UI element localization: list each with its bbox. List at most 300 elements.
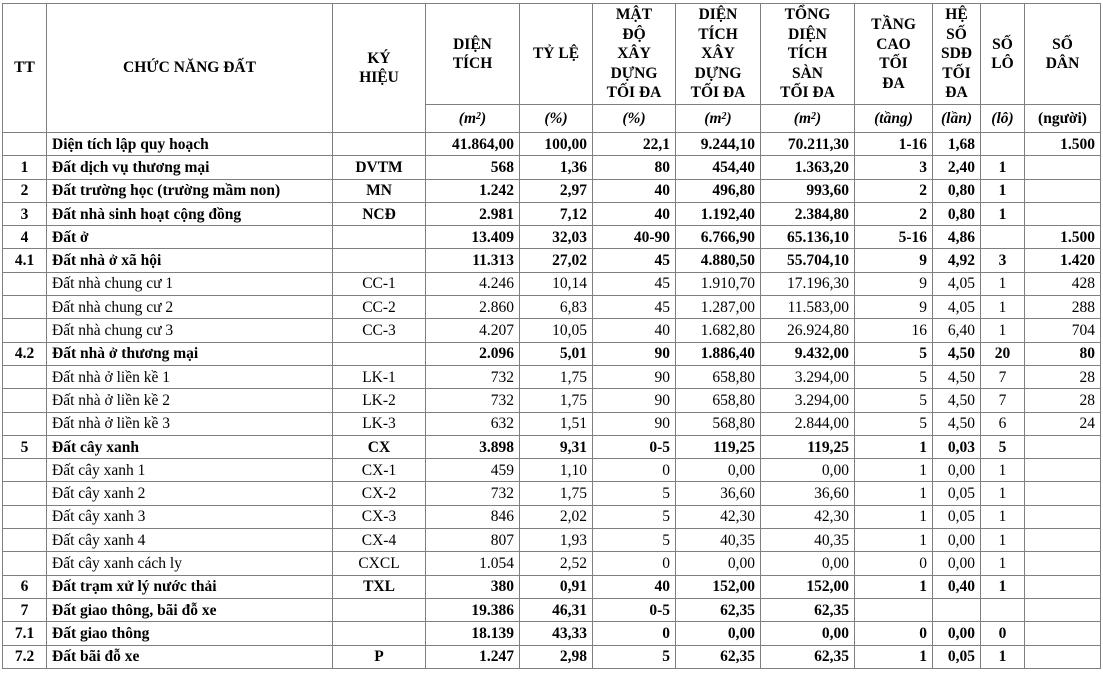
table-row xyxy=(3,645,1101,668)
cell-lots xyxy=(981,598,1025,621)
col-header-tt: TT xyxy=(3,4,47,133)
cell-density: 90 xyxy=(593,342,676,365)
cell-population xyxy=(1025,482,1101,505)
cell-name: Diện tích lập quy hoạch xyxy=(47,133,333,156)
tdts-line: DIỆN xyxy=(788,25,827,43)
col-header-name: CHỨC NĂNG ĐẤT xyxy=(47,4,333,133)
table-row xyxy=(3,412,1101,435)
cell-floors: 5 xyxy=(855,365,933,388)
cell-lots: 1 xyxy=(981,552,1025,575)
cell-floor-area: 70.211,30 xyxy=(761,133,855,156)
cell-floors: 3 xyxy=(855,156,933,179)
cell-name: Đất nhà ở xã hội xyxy=(47,249,333,272)
cell-area: 13.409 xyxy=(426,226,520,249)
unit-text: ) xyxy=(481,110,487,127)
cell-build-area: 62,35 xyxy=(676,645,761,668)
cell-far: 1,68 xyxy=(933,133,981,156)
cell-lots: 7 xyxy=(981,389,1025,412)
cell-far: 6,40 xyxy=(933,319,981,342)
cell-build-area: 36,60 xyxy=(676,482,761,505)
cell-area: 4.246 xyxy=(426,272,520,295)
cell-density: 5 xyxy=(593,482,676,505)
cell-floors: 9 xyxy=(855,296,933,319)
cell-floor-area: 3.294,00 xyxy=(761,365,855,388)
cell-lots: 1 xyxy=(981,272,1025,295)
table-row xyxy=(3,226,1101,249)
hs-line: SDĐ xyxy=(940,45,972,63)
cell-density: 0 xyxy=(593,552,676,575)
cell-ratio: 2,52 xyxy=(520,552,593,575)
cell-floors: 9 xyxy=(855,272,933,295)
table-row xyxy=(3,622,1101,645)
md-line: TỐI ĐA xyxy=(606,84,662,102)
table-row xyxy=(3,133,1101,156)
cell-floor-area: 62,35 xyxy=(761,645,855,668)
cell-ratio: 1,10 xyxy=(520,459,593,482)
cell-tt xyxy=(3,482,47,505)
cell-ratio: 10,05 xyxy=(520,319,593,342)
cell-density: 22,1 xyxy=(593,133,676,156)
cell-code: LK-1 xyxy=(333,365,426,388)
cell-area: 41.864,00 xyxy=(426,133,520,156)
hs-line: TỐI xyxy=(942,64,971,82)
cell-population xyxy=(1025,598,1101,621)
dtxd-line: XÂY xyxy=(701,45,735,63)
cell-build-area: 42,30 xyxy=(676,505,761,528)
cell-code xyxy=(333,622,426,645)
cell-build-area: 4.880,50 xyxy=(676,249,761,272)
lo-line: SỐ xyxy=(992,35,1013,53)
cell-lots: 6 xyxy=(981,412,1025,435)
cell-far: 4,05 xyxy=(933,296,981,319)
cell-density: 90 xyxy=(593,365,676,388)
unit-tdts xyxy=(761,105,855,133)
cell-lots: 20 xyxy=(981,342,1025,365)
cell-ratio: 1,51 xyxy=(520,412,593,435)
cell-area: 846 xyxy=(426,505,520,528)
cell-floors: 1 xyxy=(855,505,933,528)
tdts-line: TÍCH xyxy=(787,45,828,63)
table-row xyxy=(3,249,1101,272)
dtxd-line: TÍCH xyxy=(698,25,738,43)
cell-floor-area: 9.432,00 xyxy=(761,342,855,365)
table-row xyxy=(3,319,1101,342)
cell-code: CXCL xyxy=(333,552,426,575)
cell-build-area: 119,25 xyxy=(676,435,761,458)
unit-tang: (tầng) xyxy=(855,105,933,133)
cell-floor-area: 42,30 xyxy=(761,505,855,528)
cell-far: 4,50 xyxy=(933,342,981,365)
cell-density: 0 xyxy=(593,459,676,482)
cell-tt: 5 xyxy=(3,435,47,458)
cell-population xyxy=(1025,552,1101,575)
cell-floors: 5-16 xyxy=(855,226,933,249)
cell-code xyxy=(333,342,426,365)
cell-tt: 4.2 xyxy=(3,342,47,365)
unit-dtxd xyxy=(676,105,761,133)
cell-population: 24 xyxy=(1025,412,1101,435)
cell-far: 0,40 xyxy=(933,575,981,598)
table-row xyxy=(3,435,1101,458)
cell-lots: 1 xyxy=(981,575,1025,598)
table-row xyxy=(3,365,1101,388)
cell-floors: 5 xyxy=(855,342,933,365)
cell-density: 90 xyxy=(593,412,676,435)
cell-build-area: 40,35 xyxy=(676,529,761,552)
cell-build-area: 1.192,40 xyxy=(676,202,761,225)
cell-code xyxy=(333,249,426,272)
table-row xyxy=(3,342,1101,365)
table-row xyxy=(3,179,1101,202)
cell-name: Đất giao thông xyxy=(47,622,333,645)
cell-code: NCĐ xyxy=(333,202,426,225)
cell-floors: 9 xyxy=(855,249,933,272)
cell-lots: 7 xyxy=(981,365,1025,388)
cell-name: Đất nhà chung cư 3 xyxy=(47,319,333,342)
dan-line: DÂN xyxy=(1045,55,1080,72)
cell-density: 40 xyxy=(593,179,676,202)
cell-tt: 7 xyxy=(3,598,47,621)
cell-floors: 0 xyxy=(855,622,933,645)
cell-far: 0,00 xyxy=(933,459,981,482)
cell-build-area: 658,80 xyxy=(676,365,761,388)
cell-name: Đất nhà ở liền kề 1 xyxy=(47,365,333,388)
table-row xyxy=(3,389,1101,412)
dtxd-line: DIỆN xyxy=(698,6,738,24)
unit-text: ) xyxy=(816,110,822,127)
unit-hs: (lần) xyxy=(933,105,981,133)
col-header-lo xyxy=(981,4,1025,105)
cell-lots: 1 xyxy=(981,156,1025,179)
cell-floor-area: 2.384,80 xyxy=(761,202,855,225)
cell-population: 1.500 xyxy=(1025,226,1101,249)
cell-build-area: 496,80 xyxy=(676,179,761,202)
cell-name: Đất nhà chung cư 1 xyxy=(47,272,333,295)
cell-build-area: 1.910,70 xyxy=(676,272,761,295)
cell-ratio: 43,33 xyxy=(520,622,593,645)
cell-density: 45 xyxy=(593,272,676,295)
cell-lots xyxy=(981,226,1025,249)
cell-population: 428 xyxy=(1025,272,1101,295)
unit-lo: (lô) xyxy=(981,105,1025,133)
cell-name: Đất cây xanh xyxy=(47,435,333,458)
cell-lots: 1 xyxy=(981,482,1025,505)
cell-far: 2,40 xyxy=(933,156,981,179)
cell-code: CC-2 xyxy=(333,296,426,319)
cell-area: 732 xyxy=(426,389,520,412)
cell-area: 1.054 xyxy=(426,552,520,575)
cell-area: 11.313 xyxy=(426,249,520,272)
cell-name: Đất cây xanh 4 xyxy=(47,529,333,552)
cell-ratio: 1,93 xyxy=(520,529,593,552)
col-header-dtxd xyxy=(676,4,761,105)
cell-code: LK-2 xyxy=(333,389,426,412)
table-row xyxy=(3,598,1101,621)
cell-tt: 7.2 xyxy=(3,645,47,668)
cell-area: 2.981 xyxy=(426,202,520,225)
table-row xyxy=(3,156,1101,179)
cell-code xyxy=(333,226,426,249)
cell-tt: 4.1 xyxy=(3,249,47,272)
cell-area: 732 xyxy=(426,365,520,388)
cell-density: 5 xyxy=(593,505,676,528)
cell-floor-area: 0,00 xyxy=(761,552,855,575)
cell-tt xyxy=(3,529,47,552)
cell-area: 1.242 xyxy=(426,179,520,202)
cell-floor-area: 0,00 xyxy=(761,459,855,482)
cell-name: Đất trường học (trường mầm non) xyxy=(47,179,333,202)
cell-name: Đất nhà chung cư 2 xyxy=(47,296,333,319)
cell-lots: 1 xyxy=(981,296,1025,319)
cell-floors: 2 xyxy=(855,179,933,202)
cell-tt: 3 xyxy=(3,202,47,225)
cell-floors xyxy=(855,598,933,621)
cell-area: 4.207 xyxy=(426,319,520,342)
table-row xyxy=(3,575,1101,598)
cell-code xyxy=(333,133,426,156)
unit-text: (m xyxy=(704,110,722,127)
col-header-hs xyxy=(933,4,981,105)
cell-ratio: 2,98 xyxy=(520,645,593,668)
table-row xyxy=(3,505,1101,528)
cell-code: CX-1 xyxy=(333,459,426,482)
cell-floors: 0 xyxy=(855,552,933,575)
cell-floor-area: 2.844,00 xyxy=(761,412,855,435)
hs-line: SỐ xyxy=(946,25,967,43)
cell-code: CX-4 xyxy=(333,529,426,552)
cell-name: Đất bãi đỗ xe xyxy=(47,645,333,668)
cell-name: Đất cây xanh cách ly xyxy=(47,552,333,575)
cell-lots xyxy=(981,133,1025,156)
md-line: ĐỘ xyxy=(622,25,646,43)
cell-density: 90 xyxy=(593,389,676,412)
cell-build-area: 152,00 xyxy=(676,575,761,598)
md-line: MẬT xyxy=(615,6,653,24)
cell-build-area: 62,35 xyxy=(676,598,761,621)
cell-far: 4,50 xyxy=(933,389,981,412)
cell-far: 4,92 xyxy=(933,249,981,272)
cell-far: 0,05 xyxy=(933,505,981,528)
cell-population xyxy=(1025,505,1101,528)
cell-population xyxy=(1025,202,1101,225)
kh-line: KÝ xyxy=(367,49,391,67)
cell-build-area: 1.682,80 xyxy=(676,319,761,342)
cell-floors: 1 xyxy=(855,482,933,505)
cell-density: 40-90 xyxy=(593,226,676,249)
kh-line: HIỆU xyxy=(359,69,399,86)
cell-code: DVTM xyxy=(333,156,426,179)
cell-tt xyxy=(3,505,47,528)
cell-ratio: 6,83 xyxy=(520,296,593,319)
cell-tt xyxy=(3,133,47,156)
cell-far: 0,80 xyxy=(933,202,981,225)
table-row xyxy=(3,552,1101,575)
cell-floors: 5 xyxy=(855,412,933,435)
cell-density: 40 xyxy=(593,319,676,342)
dt-line: DIỆN xyxy=(453,35,492,53)
cell-population: 704 xyxy=(1025,319,1101,342)
cell-floor-area: 1.363,20 xyxy=(761,156,855,179)
col-header-tdts xyxy=(761,4,855,105)
cell-floor-area: 55.704,10 xyxy=(761,249,855,272)
cell-floors: 1 xyxy=(855,575,933,598)
cell-density: 40 xyxy=(593,575,676,598)
cell-floor-area: 26.924,80 xyxy=(761,319,855,342)
cell-density: 80 xyxy=(593,156,676,179)
cell-code: CX xyxy=(333,435,426,458)
cell-area: 19.386 xyxy=(426,598,520,621)
cell-name: Đất nhà ở thương mại xyxy=(47,342,333,365)
cell-ratio: 7,12 xyxy=(520,202,593,225)
cell-ratio: 5,01 xyxy=(520,342,593,365)
hs-line: ĐA xyxy=(945,84,968,102)
cell-name: Đất trạm xử lý nước thải xyxy=(47,575,333,598)
cell-code: CX-3 xyxy=(333,505,426,528)
cell-code: CC-1 xyxy=(333,272,426,295)
dtxd-line: TỐI ĐA xyxy=(690,84,746,102)
cell-lots: 1 xyxy=(981,202,1025,225)
cell-density: 5 xyxy=(593,645,676,668)
col-header-dan xyxy=(1025,4,1101,105)
cell-ratio: 0,91 xyxy=(520,575,593,598)
cell-tt: 1 xyxy=(3,156,47,179)
cell-build-area: 658,80 xyxy=(676,389,761,412)
cell-tt: 4 xyxy=(3,226,47,249)
unit-text: (m xyxy=(458,110,477,127)
cell-ratio: 1,75 xyxy=(520,365,593,388)
table-row xyxy=(3,272,1101,295)
cell-floors: 5 xyxy=(855,389,933,412)
tang-line: CAO xyxy=(876,35,911,53)
cell-floors: 16 xyxy=(855,319,933,342)
cell-population xyxy=(1025,575,1101,598)
cell-density: 0-5 xyxy=(593,435,676,458)
cell-area: 1.247 xyxy=(426,645,520,668)
cell-density: 0 xyxy=(593,622,676,645)
cell-population: 28 xyxy=(1025,365,1101,388)
cell-area: 2.860 xyxy=(426,296,520,319)
unit-text: ) xyxy=(726,110,732,127)
cell-far: 0,00 xyxy=(933,529,981,552)
cell-lots: 1 xyxy=(981,179,1025,202)
cell-area: 732 xyxy=(426,482,520,505)
cell-far: 0,00 xyxy=(933,552,981,575)
header-row xyxy=(3,4,1101,105)
cell-code: P xyxy=(333,645,426,668)
tdts-line: TỐI ĐA xyxy=(780,84,835,102)
cell-tt: 2 xyxy=(3,179,47,202)
cell-area: 632 xyxy=(426,412,520,435)
cell-far: 0,80 xyxy=(933,179,981,202)
cell-floors: 2 xyxy=(855,202,933,225)
cell-floor-area: 65.136,10 xyxy=(761,226,855,249)
cell-population: 288 xyxy=(1025,296,1101,319)
cell-floor-area: 40,35 xyxy=(761,529,855,552)
cell-build-area: 568,80 xyxy=(676,412,761,435)
cell-floor-area: 17.196,30 xyxy=(761,272,855,295)
cell-area: 380 xyxy=(426,575,520,598)
table-row xyxy=(3,482,1101,505)
hs-line: HỆ xyxy=(945,6,968,24)
unit-text: (m xyxy=(793,110,812,127)
cell-ratio: 9,31 xyxy=(520,435,593,458)
cell-lots: 0 xyxy=(981,622,1025,645)
cell-build-area: 0,00 xyxy=(676,552,761,575)
cell-density: 45 xyxy=(593,249,676,272)
md-line: XÂY xyxy=(617,45,651,63)
unit-sup: 2 xyxy=(811,111,817,122)
cell-far xyxy=(933,598,981,621)
cell-population xyxy=(1025,459,1101,482)
cell-lots: 1 xyxy=(981,529,1025,552)
cell-name: Đất cây xanh 3 xyxy=(47,505,333,528)
cell-floor-area: 119,25 xyxy=(761,435,855,458)
cell-build-area: 1.287,00 xyxy=(676,296,761,319)
cell-tt xyxy=(3,412,47,435)
cell-code: CX-2 xyxy=(333,482,426,505)
cell-ratio: 1,75 xyxy=(520,482,593,505)
cell-lots: 3 xyxy=(981,249,1025,272)
tang-line: TẦNG xyxy=(871,16,916,33)
col-header-tl: TỶ LỆ xyxy=(520,4,593,105)
cell-floor-area: 0,00 xyxy=(761,622,855,645)
tang-line: ĐA xyxy=(882,74,905,92)
table-body xyxy=(3,133,1101,669)
cell-build-area: 0,00 xyxy=(676,622,761,645)
cell-ratio: 46,31 xyxy=(520,598,593,621)
cell-name: Đất giao thông, bãi đỗ xe xyxy=(47,598,333,621)
cell-lots: 1 xyxy=(981,459,1025,482)
cell-ratio: 27,02 xyxy=(520,249,593,272)
cell-population xyxy=(1025,622,1101,645)
cell-name: Đất cây xanh 2 xyxy=(47,482,333,505)
cell-floor-area: 993,60 xyxy=(761,179,855,202)
cell-population: 1.500 xyxy=(1025,133,1101,156)
col-header-tang xyxy=(855,4,933,105)
cell-tt xyxy=(3,296,47,319)
cell-floors: 1 xyxy=(855,459,933,482)
cell-area: 2.096 xyxy=(426,342,520,365)
unit-dt xyxy=(426,105,520,133)
table-row xyxy=(3,459,1101,482)
cell-ratio: 10,14 xyxy=(520,272,593,295)
table-row xyxy=(3,202,1101,225)
unit-tl: (%) xyxy=(520,105,593,133)
land-use-table xyxy=(2,3,1101,669)
col-header-kh xyxy=(333,4,426,133)
table-header xyxy=(3,4,1101,133)
cell-floor-area: 152,00 xyxy=(761,575,855,598)
unit-sup: 2 xyxy=(721,111,727,122)
cell-tt: 7.1 xyxy=(3,622,47,645)
dt-line: TÍCH xyxy=(452,55,493,72)
cell-ratio: 1,75 xyxy=(520,389,593,412)
cell-code xyxy=(333,598,426,621)
cell-ratio: 32,03 xyxy=(520,226,593,249)
cell-lots: 1 xyxy=(981,645,1025,668)
tdts-line: SÀN xyxy=(791,64,823,82)
unit-sup: 2 xyxy=(476,111,482,122)
cell-build-area: 6.766,90 xyxy=(676,226,761,249)
cell-population xyxy=(1025,179,1101,202)
cell-build-area: 0,00 xyxy=(676,459,761,482)
cell-name: Đất nhà sinh hoạt cộng đồng xyxy=(47,202,333,225)
unit-dan: (người) xyxy=(1025,105,1101,133)
cell-build-area: 1.886,40 xyxy=(676,342,761,365)
cell-floor-area: 11.583,00 xyxy=(761,296,855,319)
dan-line: SỐ xyxy=(1052,35,1073,53)
cell-far: 0,05 xyxy=(933,482,981,505)
